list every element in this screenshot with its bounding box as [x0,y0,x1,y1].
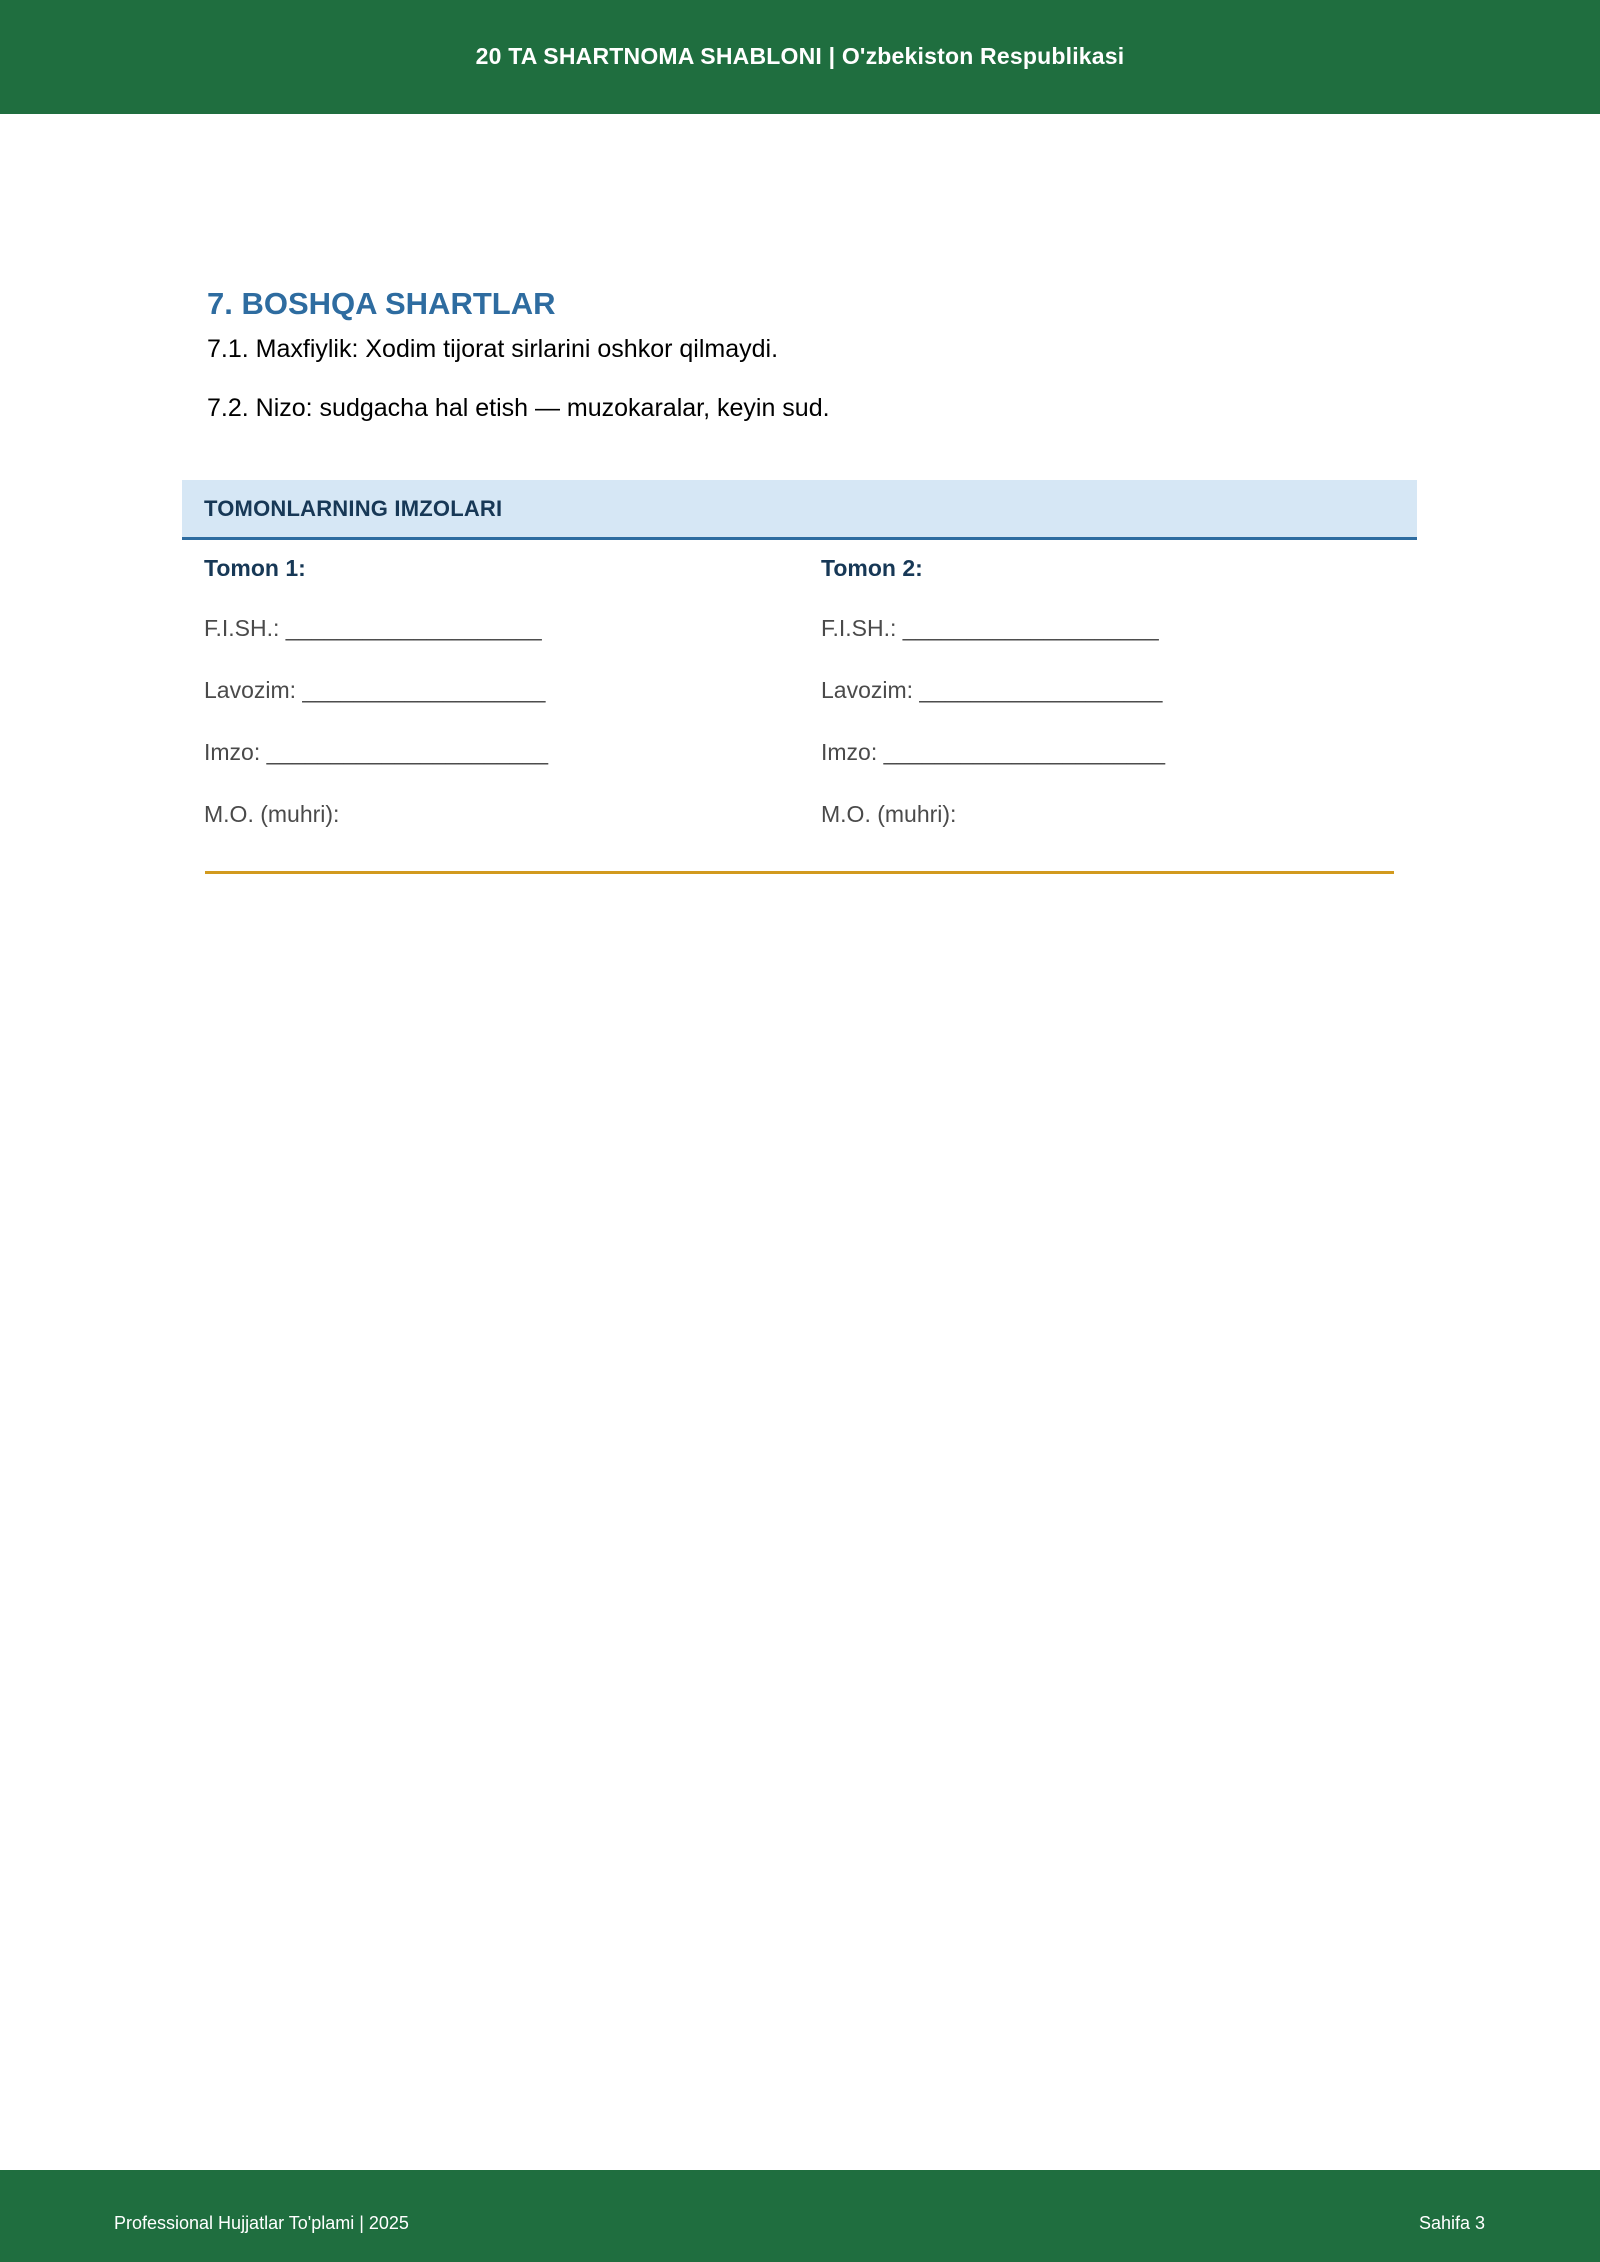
page-header [0,0,1600,114]
clause-7-1: 7.1. Maxfiylik: Xodim tijorat sirlarini oshkor qilmaydi. [207,335,779,363]
header-title: 20 TA SHARTNOMA SHABLONI | O'zbekiston Respublikasi [475,42,1125,69]
clause-7-2: 7.2. Nizo: sudgacha hal etish — muzokaralar, keyin sud. [207,394,830,422]
section-divider [205,871,1394,874]
party-1-signature-field: Imzo: ______________________ [204,739,549,765]
party-2-title: Tomon 2: [821,555,923,581]
party-2-name-field: F.I.SH.: ____________________ [821,615,1159,641]
party-2-position-field: Lavozim: ___________________ [821,677,1163,703]
party-2-signature-field: Imzo: ______________________ [821,739,1166,765]
signatures-block [182,480,1417,880]
party-1-position-field: Lavozim: ___________________ [204,677,546,703]
signatures-title: TOMONLARNING IMZOLARI [204,495,503,521]
party-1-seal-field: M.O. (muhri): [204,801,340,827]
signatures-header [182,480,1417,540]
party-1-title: Tomon 1: [204,555,306,581]
signatures-columns [182,540,1417,880]
footer-collection-label: Professional Hujjatlar To'plami | 2025 [114,2213,409,2233]
party-1-name-field: F.I.SH.: ____________________ [204,615,542,641]
party-2-seal-field: M.O. (muhri): [821,801,957,827]
footer-page-number: Sahifa 3 [1418,2213,1485,2233]
section-heading: 7. BOSHQA SHARTLAR [207,286,556,321]
